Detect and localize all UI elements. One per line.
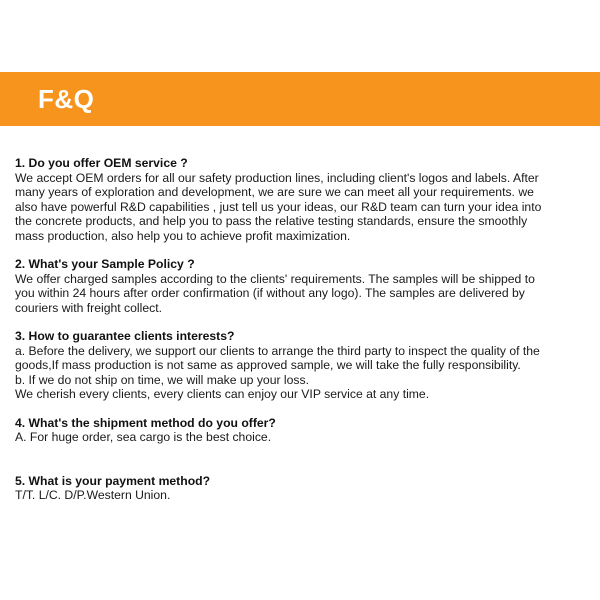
faq-question: 4. What's the shipment method do you offer?	[15, 415, 276, 430]
faq-item-shipment	[15, 416, 585, 445]
faq-answer-line: We offer charged samples according to the clients' requirements. The samples will be shipped to	[15, 271, 535, 286]
faq-question: 1. Do you offer OEM service ?	[15, 156, 188, 170]
faq-answer-line: you within 24 hours after order confirmation (if without any logo). The samples are delivered by	[15, 286, 525, 300]
title-banner	[0, 72, 600, 126]
page-title: F&Q	[38, 84, 95, 114]
faq-answer-line: a. Before the delivery, we support our clients to arrange the third party to inspect the quality of the	[15, 343, 540, 358]
faq-answer-line: goods,If mass production is not same as approved sample, we will take the fully responsibility.	[15, 358, 521, 372]
faq-answer-line: b. If we do not ship on time, we will make up your loss.	[15, 372, 309, 387]
faq-answer-line: mass production, also help you to achieve profit maximization.	[15, 228, 351, 243]
faq-item-oem	[15, 156, 585, 243]
faq-answer-line: also have powerful R&D capabilities , just tell us your ideas, our R&D team can turn your idea into	[15, 199, 542, 214]
faq-answer-line: A. For huge order, sea cargo is the best choice.	[15, 430, 272, 444]
faq-item-payment	[15, 474, 585, 503]
faq-answer-line: the concrete products, and help you to pass the relative testing standards, ensure the smoothly	[15, 214, 528, 228]
faq-question: 3. How to guarantee clients interests?	[15, 329, 235, 343]
faq-answer-line: We cherish every clients, every clients can enjoy our VIP service at any time.	[15, 387, 430, 401]
faq-question: 2. What's your Sample Policy ?	[15, 257, 195, 271]
faq-question: 5. What is your payment method?	[15, 473, 211, 488]
faq-answer-line: T/T. L/C. D/P.Western Union.	[15, 488, 171, 502]
faq-answer-line: couriers with freight collect.	[15, 300, 162, 315]
faq-item-guarantee	[15, 329, 585, 402]
faq-answer-line: We accept OEM orders for all our safety production lines, including client's logos and labels. After	[15, 170, 539, 185]
faq-list	[15, 156, 585, 503]
faq-answer-line: many years of exploration and development, we are sure we can meet all your requirements. we	[15, 185, 534, 199]
faq-item-sample-policy	[15, 257, 585, 315]
